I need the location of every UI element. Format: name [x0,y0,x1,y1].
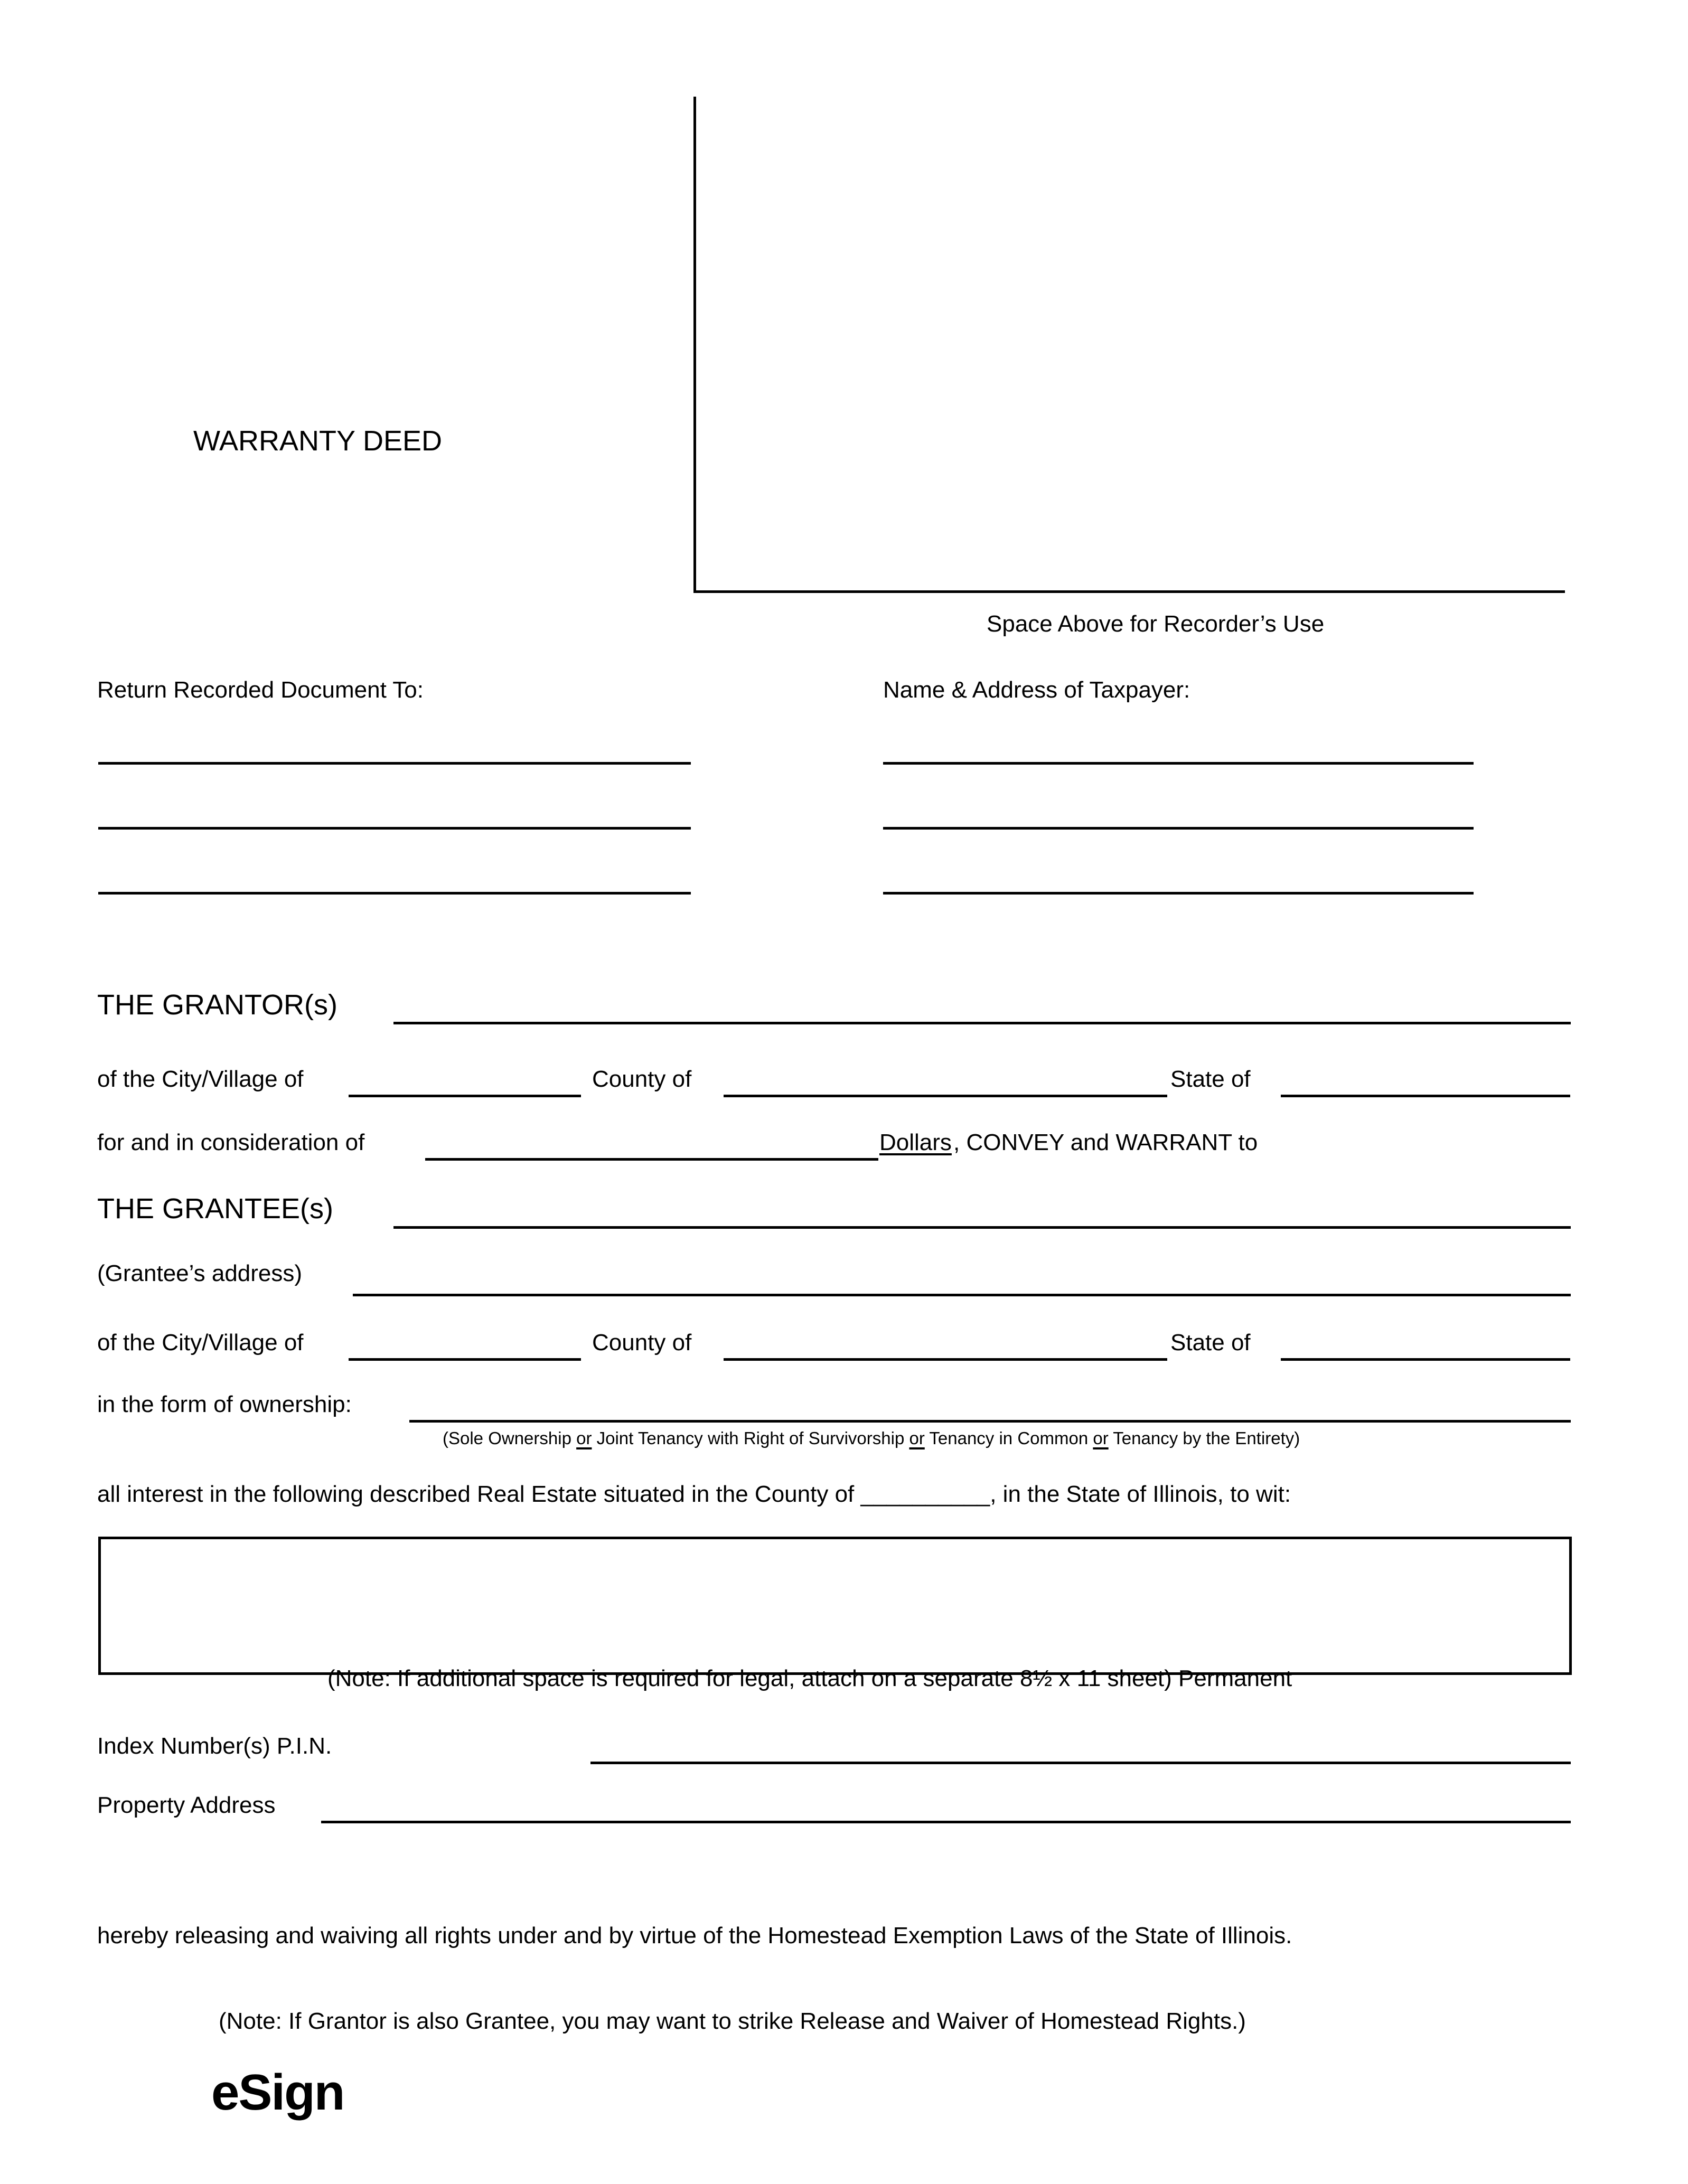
return-address-line-2[interactable] [98,827,691,830]
ownership-form-label: in the form of ownership: [97,1391,352,1417]
grantee-address-label: (Grantee’s address) [97,1260,303,1286]
grantee-name-line[interactable] [393,1226,1571,1229]
ownership-or-3: or [1093,1428,1109,1448]
ownership-option-1: (Sole Ownership [443,1428,577,1448]
grantee-state-label: State of [1170,1330,1251,1355]
taxpayer-address-line-2[interactable] [883,827,1474,830]
ownership-or-1: or [576,1428,592,1448]
legal-lead-in-county-blank[interactable]: __________ [860,1481,990,1507]
legal-description-box[interactable] [98,1537,1572,1675]
homestead-note: (Note: If Grantor is also Grantee, you may want to strike Release and Waiver of Homestead Rights.) [219,2008,1246,2034]
grantee-county-line[interactable] [724,1358,1167,1361]
legal-description-lead-in [97,1483,1291,1506]
recorder-box-bottom-border [693,590,1565,593]
taxpayer-address-line-3[interactable] [883,892,1474,895]
recorder-box-left-border [693,97,696,592]
return-address-line-3[interactable] [98,892,691,895]
ownership-option-4: Tenancy by the Entirety) [1108,1428,1300,1448]
grantee-label: THE GRANTEE(s) [97,1193,334,1225]
homestead-release-text: hereby releasing and waiving all rights under and by virtue of the Homestead Exemption Laws of the State of Illinois. [97,1923,1292,1948]
grantor-state-label: State of [1170,1066,1251,1092]
page-title: WARRANTY DEED [193,425,443,457]
grantee-city-village-line[interactable] [349,1358,581,1361]
index-number-line[interactable] [590,1762,1571,1764]
grantor-state-line[interactable] [1281,1095,1570,1097]
legal-lead-in-part2: , in the State of Illinois, to wit: [990,1481,1291,1507]
grantor-name-line[interactable] [393,1022,1571,1024]
ownership-or-2: or [909,1428,925,1448]
ownership-option-2: Joint Tenancy with Right of Survivorship [592,1428,909,1448]
ownership-form-line[interactable] [409,1420,1571,1423]
grantee-state-line[interactable] [1281,1358,1570,1361]
dollars-label: Dollars [879,1129,952,1155]
taxpayer-address-line-1[interactable] [883,762,1474,765]
consideration-label: for and in consideration of [97,1129,365,1155]
property-address-line[interactable] [321,1821,1571,1823]
grantor-county-line[interactable] [724,1095,1167,1097]
return-recorded-document-label: Return Recorded Document To: [97,677,424,703]
grantee-city-village-label: of the City/Village of [97,1330,304,1355]
index-number-label: Index Number(s) P.I.N. [97,1733,332,1759]
legal-lead-in-part1: all interest in the following described Real Estate situated in the County of [97,1481,861,1507]
grantor-city-village-line[interactable] [349,1095,581,1097]
grantee-county-label: County of [592,1330,692,1355]
ownership-options-note [443,1429,1300,1447]
convey-warrant-label: , CONVEY and WARRANT to [953,1129,1258,1155]
ownership-option-3: Tenancy in Common [924,1428,1093,1448]
grantor-label: THE GRANTOR(s) [97,989,337,1021]
legal-description-note: (Note: If additional space is required for legal, attach on a separate 8½ x 11 sheet) Permanent [327,1665,1292,1691]
grantor-county-label: County of [592,1066,692,1092]
recorder-use-note: Space Above for Recorder’s Use [987,611,1325,637]
consideration-amount-line[interactable] [425,1158,878,1161]
taxpayer-label: Name & Address of Taxpayer: [883,677,1190,703]
grantee-address-line[interactable] [353,1294,1571,1296]
grantor-city-village-label: of the City/Village of [97,1066,304,1092]
esign-logo: eSign [211,2064,344,2121]
property-address-label: Property Address [97,1792,276,1818]
return-address-line-1[interactable] [98,762,691,765]
